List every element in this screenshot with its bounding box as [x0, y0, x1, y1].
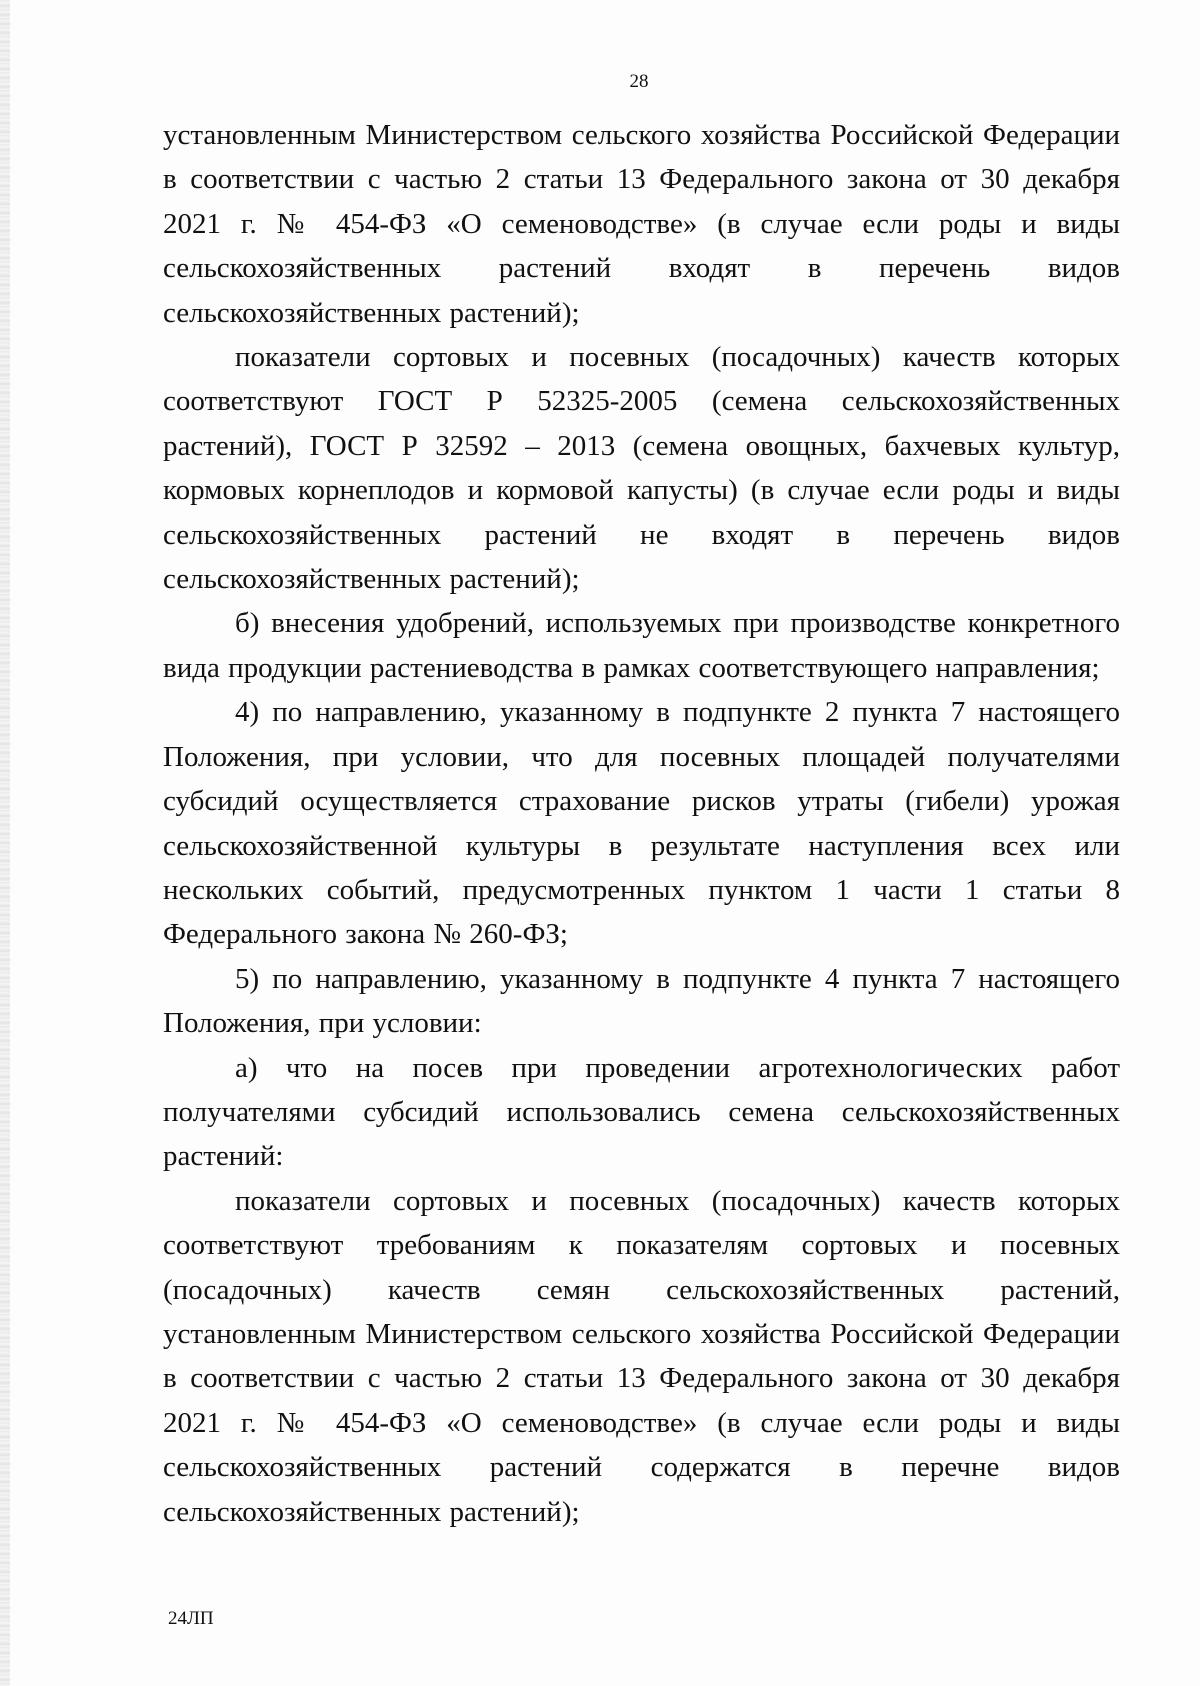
footer-code: 24ЛП [168, 1608, 214, 1629]
page-number: 28 [629, 71, 649, 92]
paragraph-1: установленным Министерством сельского хозяйства Российской Федерации в соответствии с частью 2 статьи 13 Федерального закона от 30 декабря 2021 г. № 454-ФЗ «О семеноводстве» (в случае если роды и виды сельскохозяйственных растений входят в перечень видов сельскохозяйственных растений); [163, 119, 1120, 329]
paragraph-7: показатели сортовых и посевных (посадочных) качеств которых соответствуют требованиям к показателям сортовых и посевных (посадочных) качеств семян сельскохозяйственных растений, установленным Министерством сельского хозяйства Российской Федерации в соответствии с частью 2 статьи 13 Федерального закона от 30 декабря 2021 г. № 454-ФЗ «О семеноводстве» (в случае если роды и виды сельскохозяйственных растений содержатся в перечне видов сельскохозяйственных растений); [163, 1184, 1120, 1528]
paragraph-5: 5) по направлению, указанному в подпункте 4 пункта 7 настоящего Положения, при условии: [163, 962, 1120, 1040]
scan-edge [0, 0, 10, 1686]
paragraph-6: а) что на посев при проведении агротехнологических работ получателями субсидий использовались семена сельскохозяйственных растений: [163, 1051, 1120, 1173]
paragraph-2: показатели сортовых и посевных (посадочных) качеств которых соответствуют ГОСТ Р 52325-2005 (семена сельскохозяйственных растений), ГОСТ Р 32592 – 2013 (семена овощных, бахчевых культур, кормовых корнеплодов и кормовой капусты) (в случае если роды и виды сельскохозяйственных растений не входят в перечень видов сельскохозяйственных растений); [163, 341, 1120, 596]
paragraph-4: 4) по направлению, указанному в подпункте 2 пункта 7 настоящего Положения, при условии, что для посевных площадей получателями субсидий осуществляется страхование рисков утраты (гибели) урожая сельскохозяйственной культуры в результате наступления всех или нескольких событий, предусмотренных пунктом 1 части 1 статьи 8 Федерального закона № 260-ФЗ; [163, 696, 1120, 951]
document-body [163, 113, 1120, 1534]
paragraph-3: б) внесения удобрений, используемых при производстве конкретного вида продукции растениеводства в рамках соответствующего направления; [163, 607, 1120, 684]
